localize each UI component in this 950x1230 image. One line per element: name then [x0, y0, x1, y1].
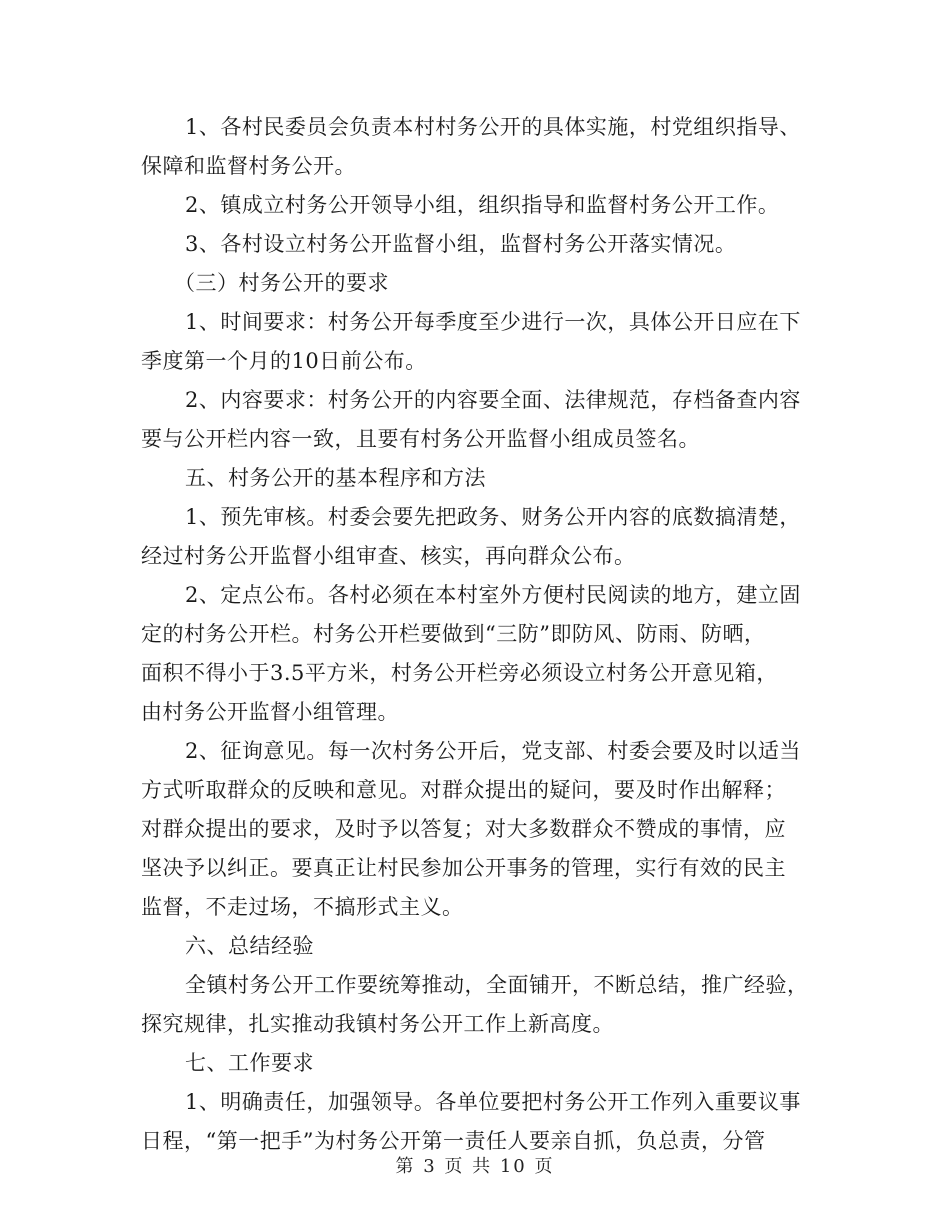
text-line: 经过村务公开监督小组审查、核实，再向群众公布。 — [141, 544, 636, 568]
text-line: 3、各村设立村务公开监督小组，监督村务公开落实情况。 — [185, 232, 737, 256]
text-line: 2、定点公布。各村必须在本村室外方便村民阅读的地方，建立固 — [185, 583, 801, 607]
text-line: 保障和监督村务公开。 — [141, 154, 356, 178]
text-line: 对群众提出的要求，及时予以答复；对大多数群众不赞成的事情，应 — [141, 817, 786, 841]
text-line: 方式听取群众的反映和意见。对群众提出的疑问，要及时作出解释； — [141, 778, 786, 802]
text-line: 2、内容要求：村务公开的内容要全面、法律规范，存档备查内容 — [185, 388, 801, 412]
text-line: 日程，“第一把手”为村务公开第一责任人要亲自抓，负总责，分管 — [141, 1129, 766, 1153]
document-body — [141, 108, 811, 1161]
text-line: 全镇村务公开工作要统筹推动，全面铺开，不断总结，推广经验， — [185, 973, 809, 997]
text-line: 1、时间要求：村务公开每季度至少进行一次，具体公开日应在下 — [185, 310, 801, 334]
text-line: 由村务公开监督小组管理。 — [141, 700, 399, 724]
text-line: 2、镇成立村务公开领导小组，组织指导和监督村务公开工作。 — [185, 193, 780, 217]
text-line: 1、各村民委员会负责本村村务公开的具体实施，村党组织指导、 — [185, 115, 801, 139]
text-line: 1、明确责任，加强领导。各单位要把村务公开工作列入重要议事 — [185, 1090, 801, 1114]
text-line: 探究规律，扎实推动我镇村务公开工作上新高度。 — [141, 1012, 614, 1036]
text-line: 要与公开栏内容一致，且要有村务公开监督小组成员签名。 — [141, 427, 700, 451]
text-line: 面积不得小于3.5平方米，村务公开栏旁必须设立村务公开意见箱， — [141, 661, 778, 685]
text-line: （三）村务公开的要求 — [174, 271, 389, 295]
text-line: 1、预先审核。村委会要先把政务、财务公开内容的底数搞清楚， — [185, 505, 801, 529]
text-line: 六、总结经验 — [185, 934, 314, 958]
text-line: 2、征询意见。每一次村务公开后，党支部、村委会要及时以适当 — [185, 739, 801, 763]
text-line: 定的村务公开栏。村务公开栏要做到“三防”即防风、防雨、防晒， — [141, 622, 766, 646]
text-line: 五、村务公开的基本程序和方法 — [185, 466, 486, 490]
page-footer: 第 3 页 共 10 页 — [395, 1156, 555, 1177]
text-line: 坚决予以纠正。要真正让村民参加公开事务的管理，实行有效的民主 — [141, 856, 786, 880]
text-line: 季度第一个月的10日前公布。 — [141, 349, 427, 373]
text-line: 七、工作要求 — [185, 1051, 314, 1075]
text-line: 监督，不走过场，不搞形式主义。 — [141, 895, 464, 919]
